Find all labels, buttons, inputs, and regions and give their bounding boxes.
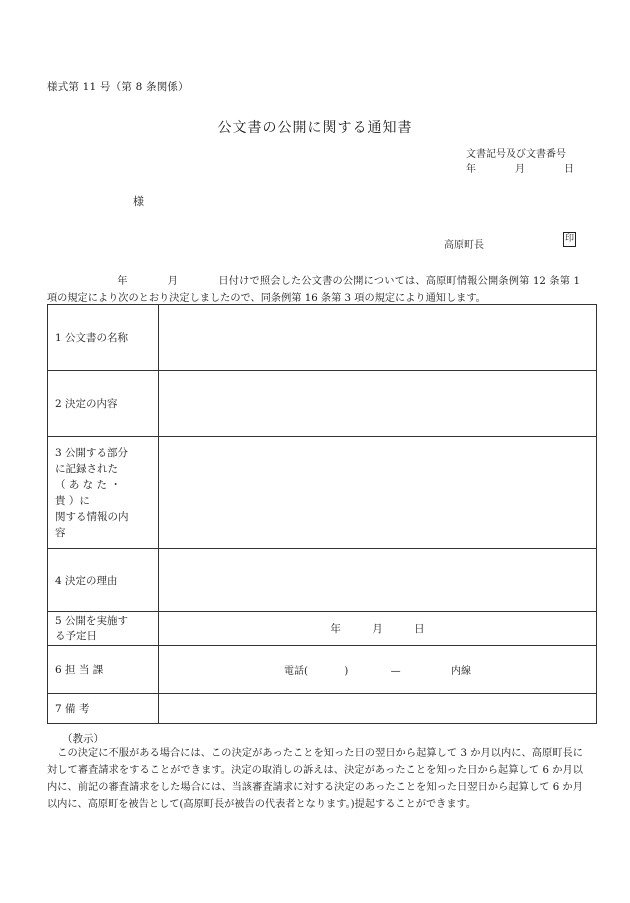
table-row — [48, 549, 597, 612]
scheduled-day: 日 — [414, 623, 425, 635]
row-reason-value[interactable] — [159, 549, 597, 612]
sender-name: 高原町長 — [444, 240, 484, 251]
body-text: 日付けで照会した公文書の公開については、高原町情報公開条例第 12 条第 1 項の規定により次のとおり決定しましたので、同条例第 16 条第 3 項の規定により通知します。 — [47, 276, 581, 304]
issue-date-day: 日 — [564, 164, 574, 175]
phone-extension: 内線 — [450, 666, 471, 677]
doc-number-label: 文書記号及び文書番号 — [466, 149, 566, 160]
label-line: 関する情報の内 — [55, 510, 129, 523]
phone-close: ) — [344, 666, 349, 677]
label-line: 3 公開する部分 — [55, 446, 129, 459]
row-department-label: 6 担 当 課 — [48, 646, 159, 694]
row-remarks-label: 7 備 考 — [48, 694, 159, 724]
label-line: 貴 ）に — [55, 494, 90, 507]
table-row — [48, 646, 597, 694]
notes-heading: （教示） — [62, 733, 104, 745]
row-department-value[interactable] — [159, 646, 597, 694]
seal-mark: 印 — [563, 232, 576, 247]
table-row — [48, 371, 597, 437]
scheduled-month: 月 — [372, 623, 383, 635]
row-remarks-value[interactable] — [159, 694, 597, 724]
row-document-name-value[interactable] — [159, 305, 597, 371]
table-row — [48, 305, 597, 371]
table-row — [48, 437, 597, 549]
issue-date — [466, 160, 574, 175]
row-decision-label-text: 2 決定の内容 — [55, 398, 118, 410]
label-line: 容 — [55, 526, 66, 539]
label-line: る予定日 — [55, 629, 97, 642]
label-line: 5 公開を実施す — [55, 614, 129, 627]
body-year: 年 — [117, 276, 128, 287]
row-disclosed-part-value[interactable] — [159, 437, 597, 549]
notes-text: この決定に不服がある場合には、この決定があったことを知った日の翌日から起算して 3 か月以内に、高原町長に対して審査請求をすることができます。決定の取消しの訴えは、決定があったことを知った日から起算して 6 か月以内に、前記の審査請求をした場合には、当該審査請求に対する決定のあったことを知った日翌日から起算して 6 か月以内に、高原町を被告として(高原町長が被告の代表者となります。)提起することができます。 — [47, 748, 583, 810]
row-decision-label — [48, 371, 159, 437]
phone-dash: — — [390, 666, 401, 677]
phone-label: 電話( — [284, 666, 308, 677]
row-scheduled-date-value[interactable] — [159, 612, 597, 646]
row-decision-value[interactable] — [159, 371, 597, 437]
addressee-suffix: 様 — [133, 195, 144, 208]
notice-table — [47, 304, 597, 724]
row-disclosed-part-label — [48, 437, 159, 549]
label-line: （ あ な た ・ — [55, 478, 121, 491]
body-month: 月 — [167, 276, 179, 287]
row-document-name-label: 1 公文書の名称 — [48, 305, 159, 371]
document-title: 公文書の公開に関する通知書 — [217, 120, 413, 136]
scheduled-year: 年 — [330, 623, 341, 635]
issue-date-month: 月 — [515, 164, 525, 175]
issue-date-year: 年 — [466, 164, 476, 175]
row-reason-label: 4 決定の理由 — [48, 549, 159, 612]
table-row — [48, 694, 597, 724]
table-row — [48, 612, 597, 646]
row-scheduled-date-label — [48, 612, 159, 646]
label-line: に記録された — [55, 462, 118, 475]
form-number: 様式第 11 号（第 8 条関係） — [47, 81, 189, 93]
notice-body — [47, 273, 580, 307]
